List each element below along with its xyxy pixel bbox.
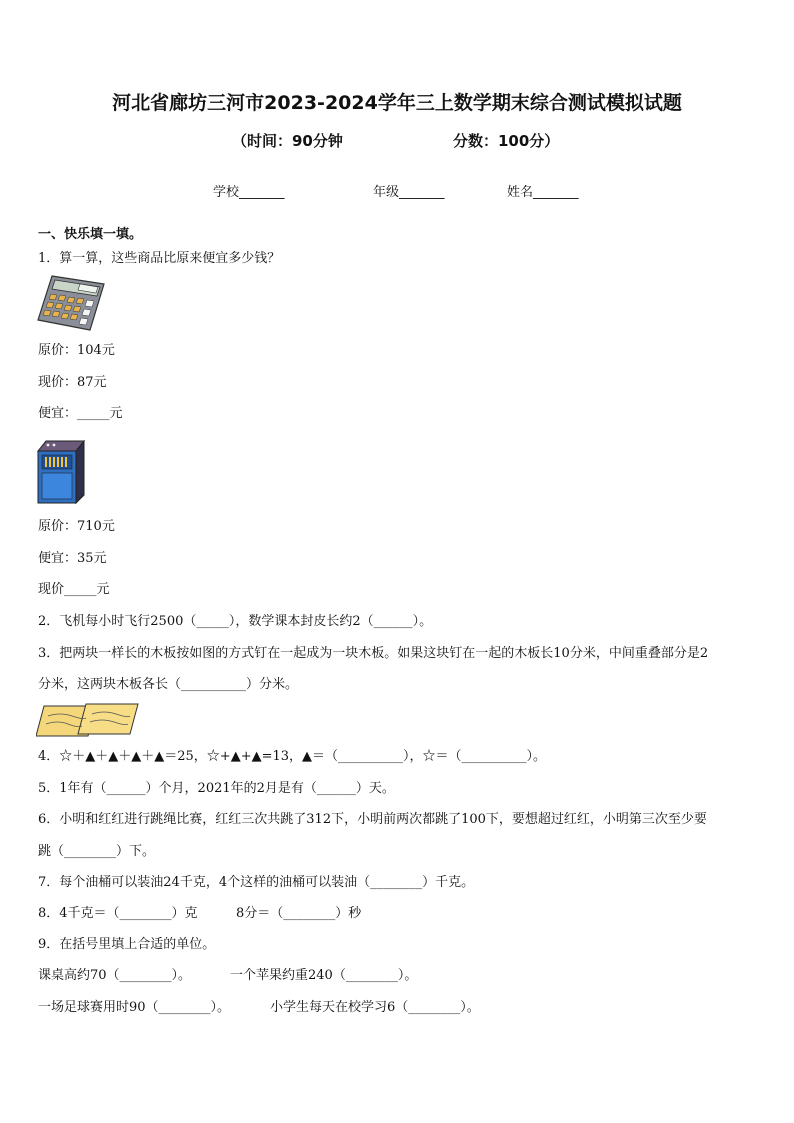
exam-score: 分数：100分） xyxy=(453,132,560,150)
question-6-line-2: 跳（________）下。 xyxy=(38,844,156,859)
question-9-part-b: 一个苹果约重240（________）。 xyxy=(230,968,418,983)
grade-field: 年级_______ xyxy=(373,185,445,200)
question-9-part-d: 小学生每天在校学习6（________）。 xyxy=(270,1000,480,1015)
question-2: 2．飞机每小时飞行2500（_____），数学课本封皮长约2（______）。 xyxy=(38,614,433,629)
school-field: 学校_______ xyxy=(213,185,285,200)
question-5: 5．1年有（______）个月，2021年的2月是有（______）天。 xyxy=(38,781,395,796)
q1-item1-current-price: 现价：87元 xyxy=(38,375,107,390)
question-1-stem: 1．算一算，这些商品比原来便宜多少钱？ xyxy=(38,251,281,266)
question-7: 7．每个油桶可以装油24千克，4个这样的油桶可以装油（________）千克。 xyxy=(38,875,475,890)
question-9-part-a: 课桌高约70（________）。 xyxy=(38,968,192,983)
wood-boards-icon xyxy=(36,702,140,738)
exam-time: （时间：90分钟 xyxy=(232,132,343,150)
q1-item2-original-price: 原价：710元 xyxy=(38,519,115,534)
question-8-part-b: 8分＝（________）秒 xyxy=(236,906,362,921)
question-3-line-2: 分米，这两块木板各长（__________）分米。 xyxy=(38,677,299,692)
question-9-stem: 9．在括号里填上合适的单位。 xyxy=(38,937,216,952)
question-8-part-a: 8．4千克＝（________）克 xyxy=(38,906,198,921)
question-9-part-c: 一场足球赛用时90（________）。 xyxy=(38,1000,231,1015)
q1-item2-current-price-blank: 现价_____元 xyxy=(38,582,110,597)
page-title: 河北省廊坊三河市2023-2024学年三上数学期末综合测试模拟试题 xyxy=(112,92,682,114)
section-heading: 一、快乐填一填。 xyxy=(38,227,143,242)
q1-item2-discount: 便宜：35元 xyxy=(38,551,107,566)
question-6-line-1: 6．小明和红红进行跳绳比赛，红红三次共跳了312下，小明前两次都跳了100下，要想超过红红，小明第三次至少要 xyxy=(38,812,707,827)
question-3-line-1: 3．把两块一样长的木板按如图的方式钉在一起成为一块木板。如果这块钉在一起的木板长10分米，中间重叠部分是2 xyxy=(38,646,709,661)
question-4: 4．☆＋▲＋▲＋▲＋▲＝25，☆+▲+▲=13，▲＝（__________），☆＝（__________）。 xyxy=(38,749,547,764)
q1-item1-original-price: 原价：104元 xyxy=(38,343,115,358)
q1-item1-discount-blank: 便宜：_____元 xyxy=(38,406,123,421)
box-icon xyxy=(36,437,86,505)
calculator-icon xyxy=(36,274,106,332)
name-field: 姓名_______ xyxy=(507,185,579,200)
